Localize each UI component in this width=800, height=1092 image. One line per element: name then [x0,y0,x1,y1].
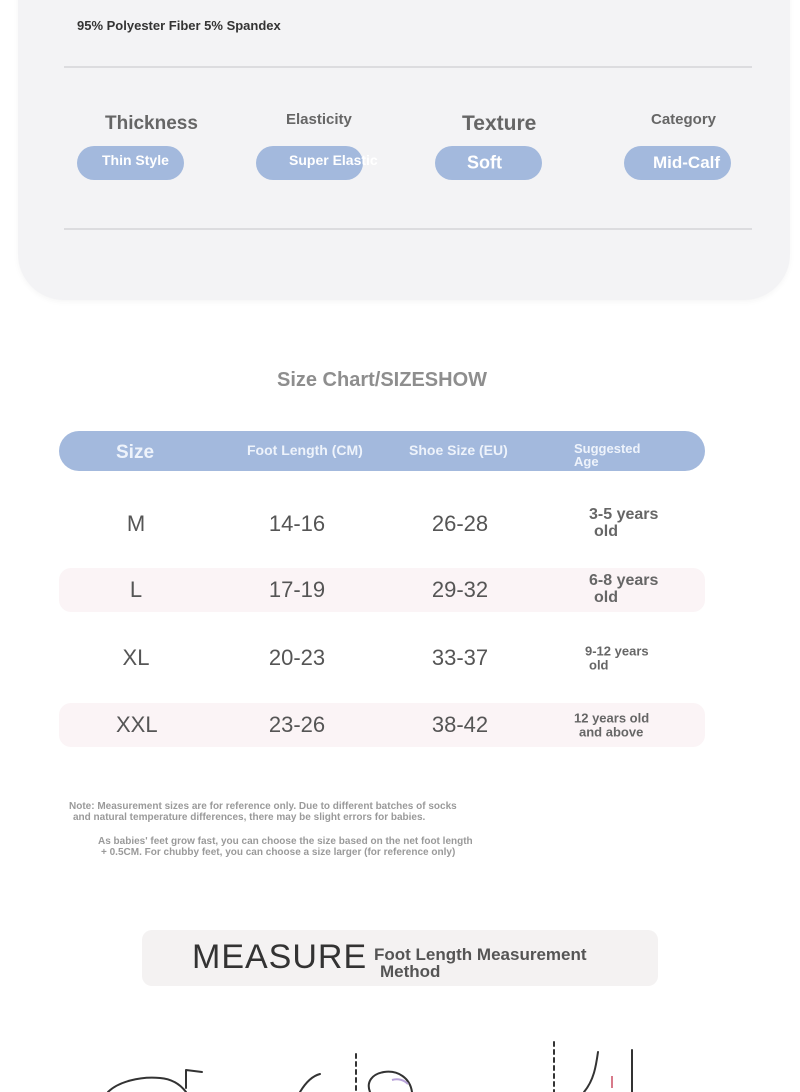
header-shoe-size: Shoe Size (EU) [409,442,508,458]
note-line: and natural temperature differences, there may be slight errors for babies. [73,811,426,823]
table-row [59,568,705,612]
table-row [59,502,705,546]
cell-foot-length: 17-19 [268,577,326,602]
measure-subtitle-line1: Foot Length Measurement [374,945,587,964]
cell-size: L [129,577,143,602]
attr-title-texture: Texture [462,112,537,135]
cell-shoe-size: 26-28 [431,511,489,536]
note-line: Note: Measurement sizes are for reference only. Due to different batches of socks [69,801,457,812]
attr-pill-category [624,146,731,180]
leg-outline-icon [584,1052,598,1092]
cell-age [589,507,658,541]
size-table-header [59,431,705,471]
attr-pill-thickness [77,146,184,180]
note-measurement [69,802,457,823]
header-foot-length: Foot Length (CM) [247,442,363,458]
foot-measure-illustration [0,1030,800,1092]
attr-value-texture: Soft [467,152,502,173]
size-chart-title: Size Chart/SIZESHOW [276,369,488,391]
attr-title-category: Category [651,111,717,128]
attr-value-thickness: Thin Style [102,151,169,168]
cell-size: M [126,511,146,536]
attr-pill-texture [435,146,542,180]
cell-age [574,711,649,738]
attr-title-elasticity: Elasticity [286,111,352,128]
ruler-flag-icon [186,1070,202,1088]
cell-foot-length: 23-26 [268,712,326,737]
measure-subtitle [374,946,587,980]
material-text: 95% Polyester Fiber 5% Spandex [77,18,281,33]
cell-age-line1: 12 years old [574,710,650,726]
divider-bottom [64,228,752,230]
cell-size: XL [122,645,150,670]
cell-age-line2: old [594,523,618,540]
cell-foot-length: 14-16 [268,511,326,536]
cell-shoe-size: 29-32 [431,577,489,602]
cell-age-line2: old [594,589,618,606]
header-size: Size [116,442,155,463]
cell-foot-length: 20-23 [268,645,326,670]
cell-size: XXL [116,712,158,737]
attr-value-category: Mid-Calf [653,153,721,172]
cell-shoe-size: 38-42 [431,712,489,737]
attr-title-thickness: Thickness [105,113,198,134]
cell-age-line1: 9-12 years [585,643,649,659]
attr-pill-elasticity [256,146,378,180]
measure-banner [142,930,658,986]
cell-age [589,573,658,607]
cell-shoe-size: 33-37 [431,645,489,670]
note-growth [98,837,473,858]
cell-age-line1: 3-5 years [589,506,659,524]
foot-outline-icon [108,1078,186,1092]
note-line: + 0.5CM. For chubby feet, you can choose a size larger (for reference only) [101,846,456,858]
pencil-icon [300,1074,320,1092]
table-row [59,636,705,680]
cell-age [585,644,649,671]
measure-subtitle-line2: Method [380,962,441,981]
divider-top [64,66,752,68]
cell-age-line2: and above [579,724,644,739]
cell-age-line2: old [589,657,609,672]
attr-value-elasticity: Super Elastic [289,151,378,168]
header-suggested-age: Suggested Age [574,441,641,469]
note-line: As babies' feet grow fast, you can choose the size based on the net foot length [98,836,473,847]
measure-heading: MEASURE [192,938,368,976]
table-row [59,703,705,747]
cell-age-line1: 6-8 years [589,572,659,590]
